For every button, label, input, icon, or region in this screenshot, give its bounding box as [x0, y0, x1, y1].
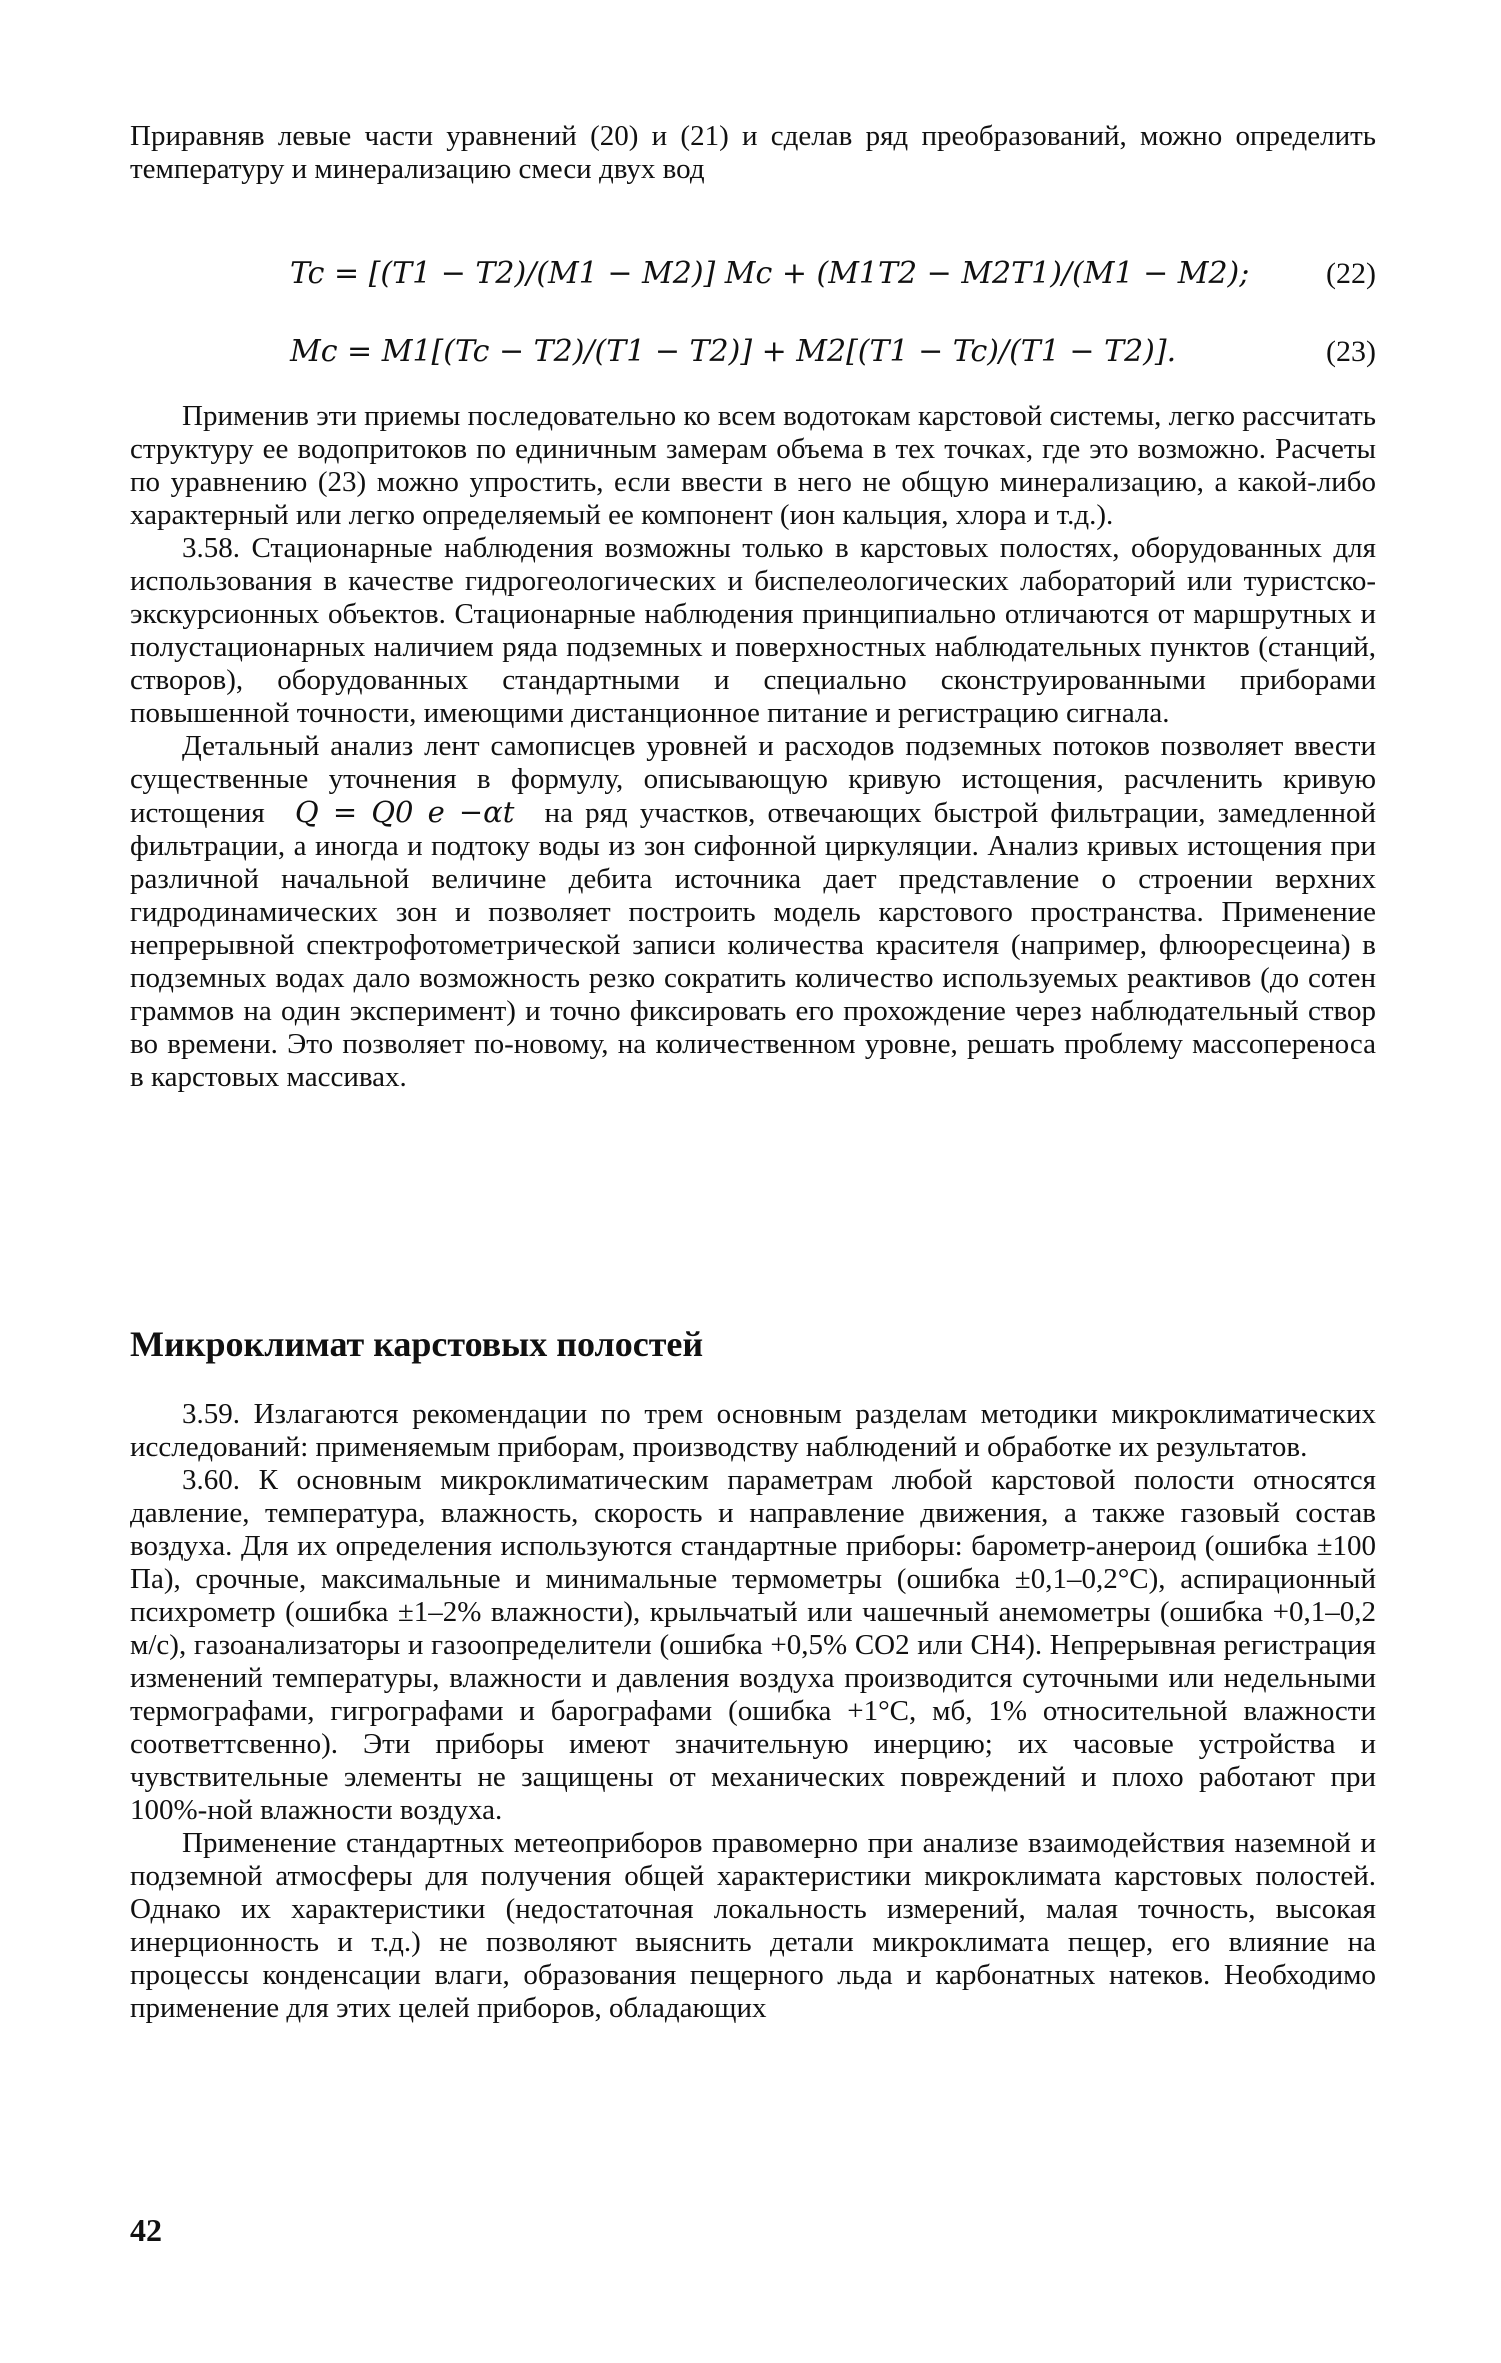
paragraph-standard-instruments: Применение стандартных метеоприборов правомерно при анализе взаимодействия наземной и подземной атмосферы для получения общей характеристики микроклимата карстовых полостей. Однако их характеристики (недостаточная локальность измерений, малая точность, высокая инерционность и т.д.) не позволяют выяснить детали микроклимата пещер, его влияние на процессы конденсации влаги, образования пещерного льда и карбонатных натеков. Необходимо применение для этих целей приборов, обладающих — [130, 1827, 1376, 2024]
main-text-block — [130, 400, 1376, 1094]
equation-23 — [290, 330, 1376, 374]
paragraph-3-58: 3.58. Стационарные наблюдения возможны только в карстовых полостях, оборудованных для использования в качестве гидрогеологических и биспелеологических лабораторий или туристско-экскурсионных объектов. Стационарные наблюдения принципиально отличаются от маршрутных и полустационарных наличием ряда подземных и поверхностных наблюдательных пунктов (станций, створов), оборудованных стандартными и специально сконструированными приборами повышенной точности, имеющими дистанционное питание и регистрацию сигнала. — [130, 532, 1376, 729]
intro-paragraph: Приравняв левые части уравнений (20) и (21) и сделав ряд преобразований, можно определить температуру и минерализацию смеси двух вод — [130, 120, 1376, 185]
depletion-formula: Q = Q0 e −αt — [294, 795, 515, 829]
equation-23-number: (23) — [1326, 335, 1376, 368]
section-heading: Микроклимат карстовых полостей — [130, 1324, 704, 1364]
page-number: 42 — [130, 2212, 162, 2248]
equation-23-formula: Mc = M1[(Tc − T2)/(T1 − T2)] + M2[(T1 − Tc)/(T1 − T2)]. — [290, 334, 1177, 369]
equation-22-formula: Tc = [(T1 − T2)/(M1 − M2)] Mc + (M1T2 − M2T1)/(M1 − M2); — [290, 256, 1250, 291]
analysis-text-before: Детальный анализ лент самописцев уровней и расходов подземных потоков позволяет ввести существенные уточнения в формулу, описывающую кривую истощения, расчленить кривую истощения — [130, 730, 1376, 829]
paragraph-3-60: 3.60. К основным микроклиматическим параметрам любой карстовой полости относятся давление, температура, влажность, скорость и направление движения, а также газовый состав воздуха. Для их определения используются стандартные приборы: барометр-анероид (ошибка ±100 Па), срочные, максимальные и минимальные термометры (ошибка ±0,1–0,2°С), аспирационный психрометр (ошибка ±1–2% влажности), крыльчатый или чашечный анемометры (ошибка +0,1–0,2 м/с), газоанализаторы и газоопределители (ошибка +0,5% CO2 или CH4). Непрерывная регистрация изменений температуры, влажности и давления воздуха производится суточными или недельными термографами, гигрографами и барографами (ошибка +1°С, мб, 1% относительной влажности соответтсвенно). Эти приборы имеют значительную инерцию; их часовые устройства и чувствительные элементы не защищены от механических повреждений и плохо работают при 100%-ной влажности воздуха. — [130, 1464, 1376, 1826]
intro-block — [130, 120, 1376, 186]
paragraph-analysis — [130, 730, 1376, 1094]
paragraph-structure: Применив эти приемы последовательно ко всем водотокам карстовой системы, легко рассчитать структуру ее водопритоков по единичным замерам объема в тех точках, где это возможно. Расчеты по уравнению (23) можно упростить, если ввести в него не общую минерализацию, а какой-либо характерный или легко определяемый ее компонент (ион кальция, хлора и т.д.). — [130, 400, 1376, 531]
equation-22-number: (22) — [1326, 257, 1376, 290]
paragraph-3-59: 3.59. Излагаются рекомендации по трем основным разделам методики микроклиматических исследований: применяемым приборам, производству наблюдений и обработке их результатов. — [130, 1398, 1376, 1463]
equation-22 — [290, 252, 1376, 296]
analysis-text-after: на ряд участков, отвечающих быстрой фильтрации, замедленной фильтрации, а иногда и подтоку воды из зон сифонной циркуляции. Анализ кривых истощения при различной начальной величине дебита источника дает представление о строении верхних гидродинамических зон и позволяет построить модель карстового пространства. Применение непрерывной спектрофотометрической записи количества красителя (например, флюоресцеина) в подземных водах дало возможность резко сократить количество используемых реактивов (до сотен граммов на один эксперимент) и точно фиксировать его прохождение через наблюдательный створ во времени. Это позволяет по-новому, на количественном уровне, решать проблему массопереноса в карстовых массивах. — [130, 797, 1377, 1093]
section-text-block — [130, 1398, 1376, 2025]
